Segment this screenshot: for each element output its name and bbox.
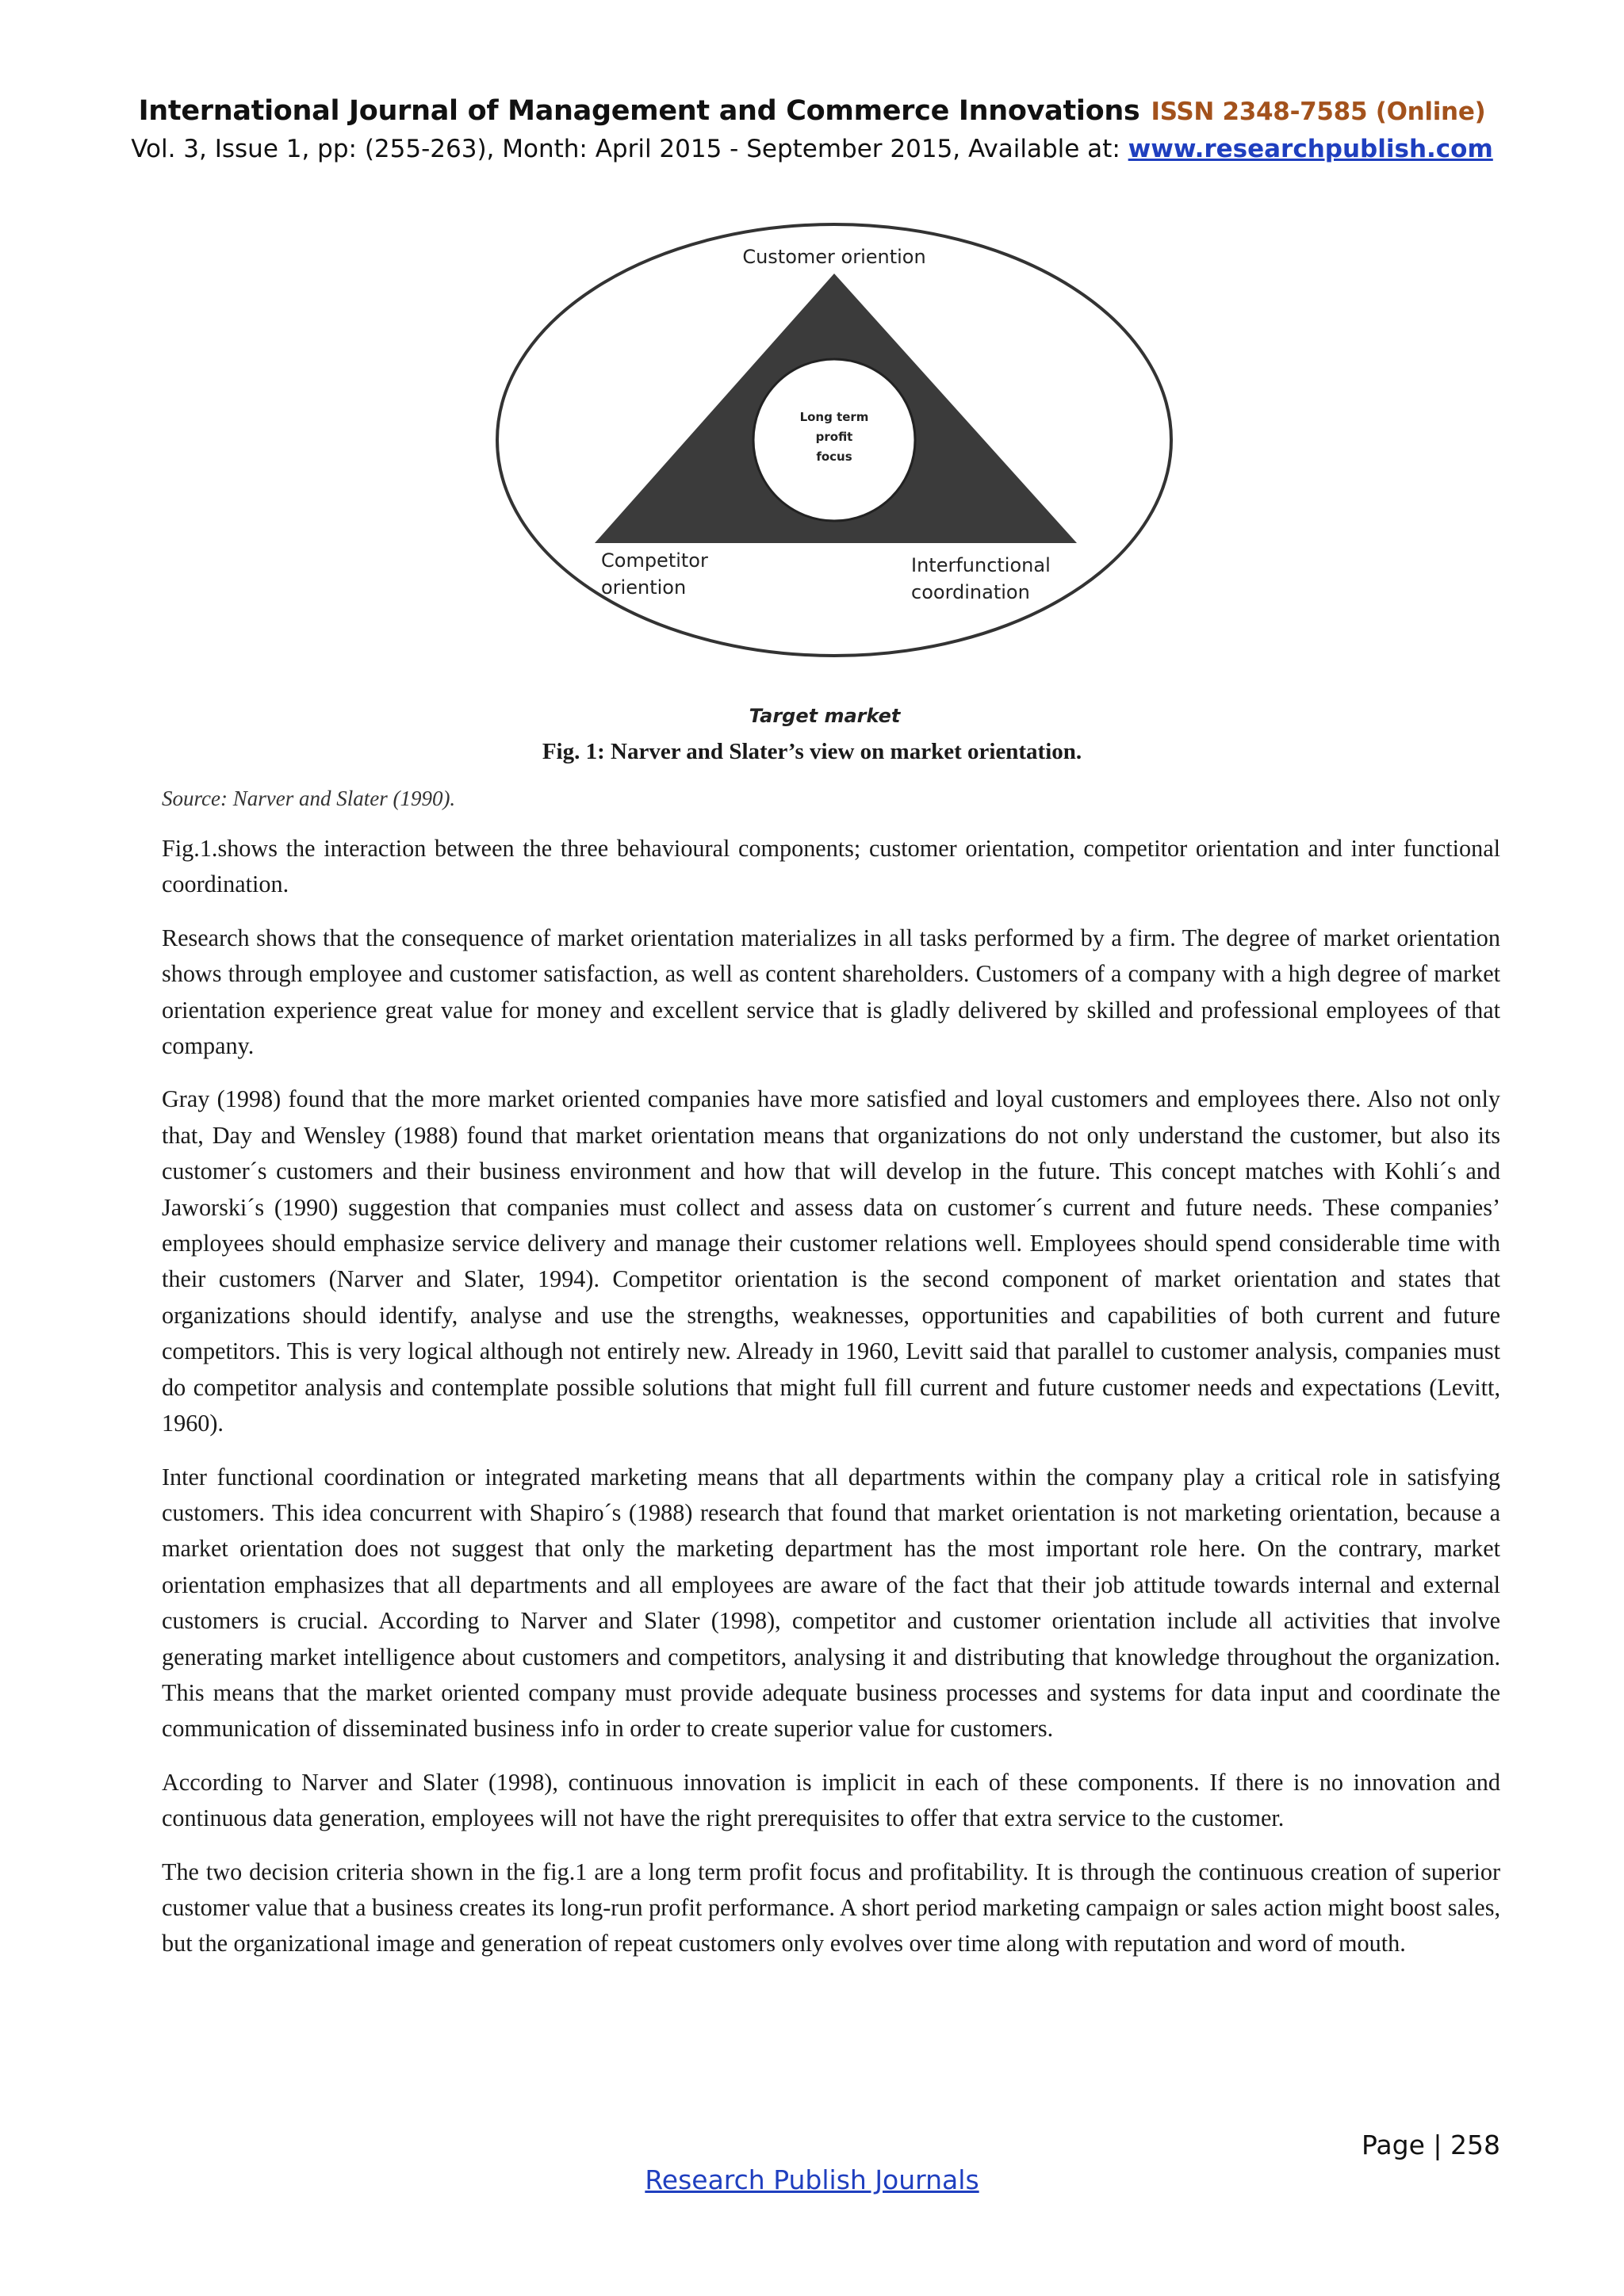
left-label-line1: Competitor <box>601 549 708 572</box>
center-label-line3: focus <box>816 450 852 464</box>
footer <box>0 2164 1624 2195</box>
paragraph: Research shows that the consequence of market orientation materializes in all tasks performed by a firm. The degree of market orientation shows through employee and customer satisfaction, as well as content shareholders. Customers of a company with a high degree of market orientation experience great value for money and excellent service that is gladly delivered by skilled and professional employees of that company. <box>162 924 1500 1060</box>
figure-source: Source: Narver and Slater (1990). <box>162 786 456 810</box>
website-link[interactable]: www.researchpublish.com <box>1128 135 1493 163</box>
paragraph: The two decision criteria shown in the fig.1 are a long term profit focus and profitability. It is through the continuous creation of superior customer value that a business creates its long-run profit performance. A short period marketing campaign or sales action might boost sales, but the organizational image and generation of repeat customers only evolves over time along with reputation and word of mouth. <box>162 1858 1500 1957</box>
paragraph: Gray (1998) found that the more market oriented companies have more satisfied and loyal customers and employees there. Also not only that, Day and Wensley (1988) found that market orientation means that organizations do not only understand the customer, but also its customer´s customers and their business environment and how that will develop in the future. This concept matches with Kohli´s and Jaworski´s (1990) suggestion that companies must collect and assess data on customer´s current and future needs. These companies’ employees should emphasize service delivery and manage their customer relations well. Employees should spend considerable time with their customers (Narver and Slater, 1994). Competitor orientation is the second component of market orientation and states that organizations should identify, analyse and use the strengths, weaknesses, opportunities and capabilities of both current and future competitors. This is very logical although not entirely new. Already in 1960, Levitt said that parallel to customer analysis, companies must do competitor analysis and contemplate possible solutions that might full fill current and future customer needs and expectations (Levitt, 1960). <box>162 1085 1500 1437</box>
center-label-line1: Long term <box>799 410 869 424</box>
volume-info: Vol. 3, Issue 1, pp: (255-263), Month: April 2015 - September 2015, Available at: <box>131 135 1128 163</box>
right-label-line1: Interfunctional <box>911 554 1051 576</box>
volume-info-line <box>0 135 1624 163</box>
center-label-line2: profit <box>815 430 853 444</box>
journal-issn: ISSN 2348-7585 (Online) <box>1151 98 1486 126</box>
market-orientation-figure <box>476 210 1189 733</box>
right-label-line2: coordination <box>911 581 1030 603</box>
journal-header <box>0 95 1624 163</box>
paragraph: According to Narver and Slater (1998), continuous innovation is implicit in each of these components. If there is no innovation and continuous data generation, employees will not have the right prerequisites to offer that extra service to the customer. <box>162 1768 1500 1832</box>
top-label: Customer oriention <box>742 246 926 268</box>
bottom-label: Target market <box>749 705 901 727</box>
figure-diagram <box>476 210 1189 733</box>
paragraph: Inter functional coordination or integrated marketing means that all departments within the company play a critical role in satisfying customers. This idea concurrent with Shapiro´s (1988) research that found that market orientation is not marketing orientation, because a market orientation does not suggest that only the marketing department has the most important role here. On the contrary, market orientation emphasizes that all departments and all employees are aware of the fact that their job attitude towards internal and external customers is crucial. According to Narver and Slater (1998), competitor and customer orientation include all activities that involve generating market intelligence about customers and competitors, analysing it and distributing that knowledge throughout the organization. This means that the market oriented company must provide adequate business processes and systems for data input and coordinate the communication of disseminated business info in order to create superior value for customers. <box>162 1463 1500 1743</box>
figure-caption: Fig. 1: Narver and Slater’s view on market orientation. <box>542 739 1082 764</box>
page-number: Page | 258 <box>1362 2130 1500 2160</box>
publisher-link[interactable]: Research Publish Journals <box>645 2164 979 2195</box>
paragraph: Fig.1.shows the interaction between the three behavioural components; customer orientation, competitor orientation and inter functional coordination. <box>162 835 1500 898</box>
journal-title-line <box>0 95 1624 127</box>
body-text <box>162 831 1500 1980</box>
left-label-line2: oriention <box>601 576 687 599</box>
journal-title: International Journal of Management and Commerce Innovations <box>138 95 1140 127</box>
